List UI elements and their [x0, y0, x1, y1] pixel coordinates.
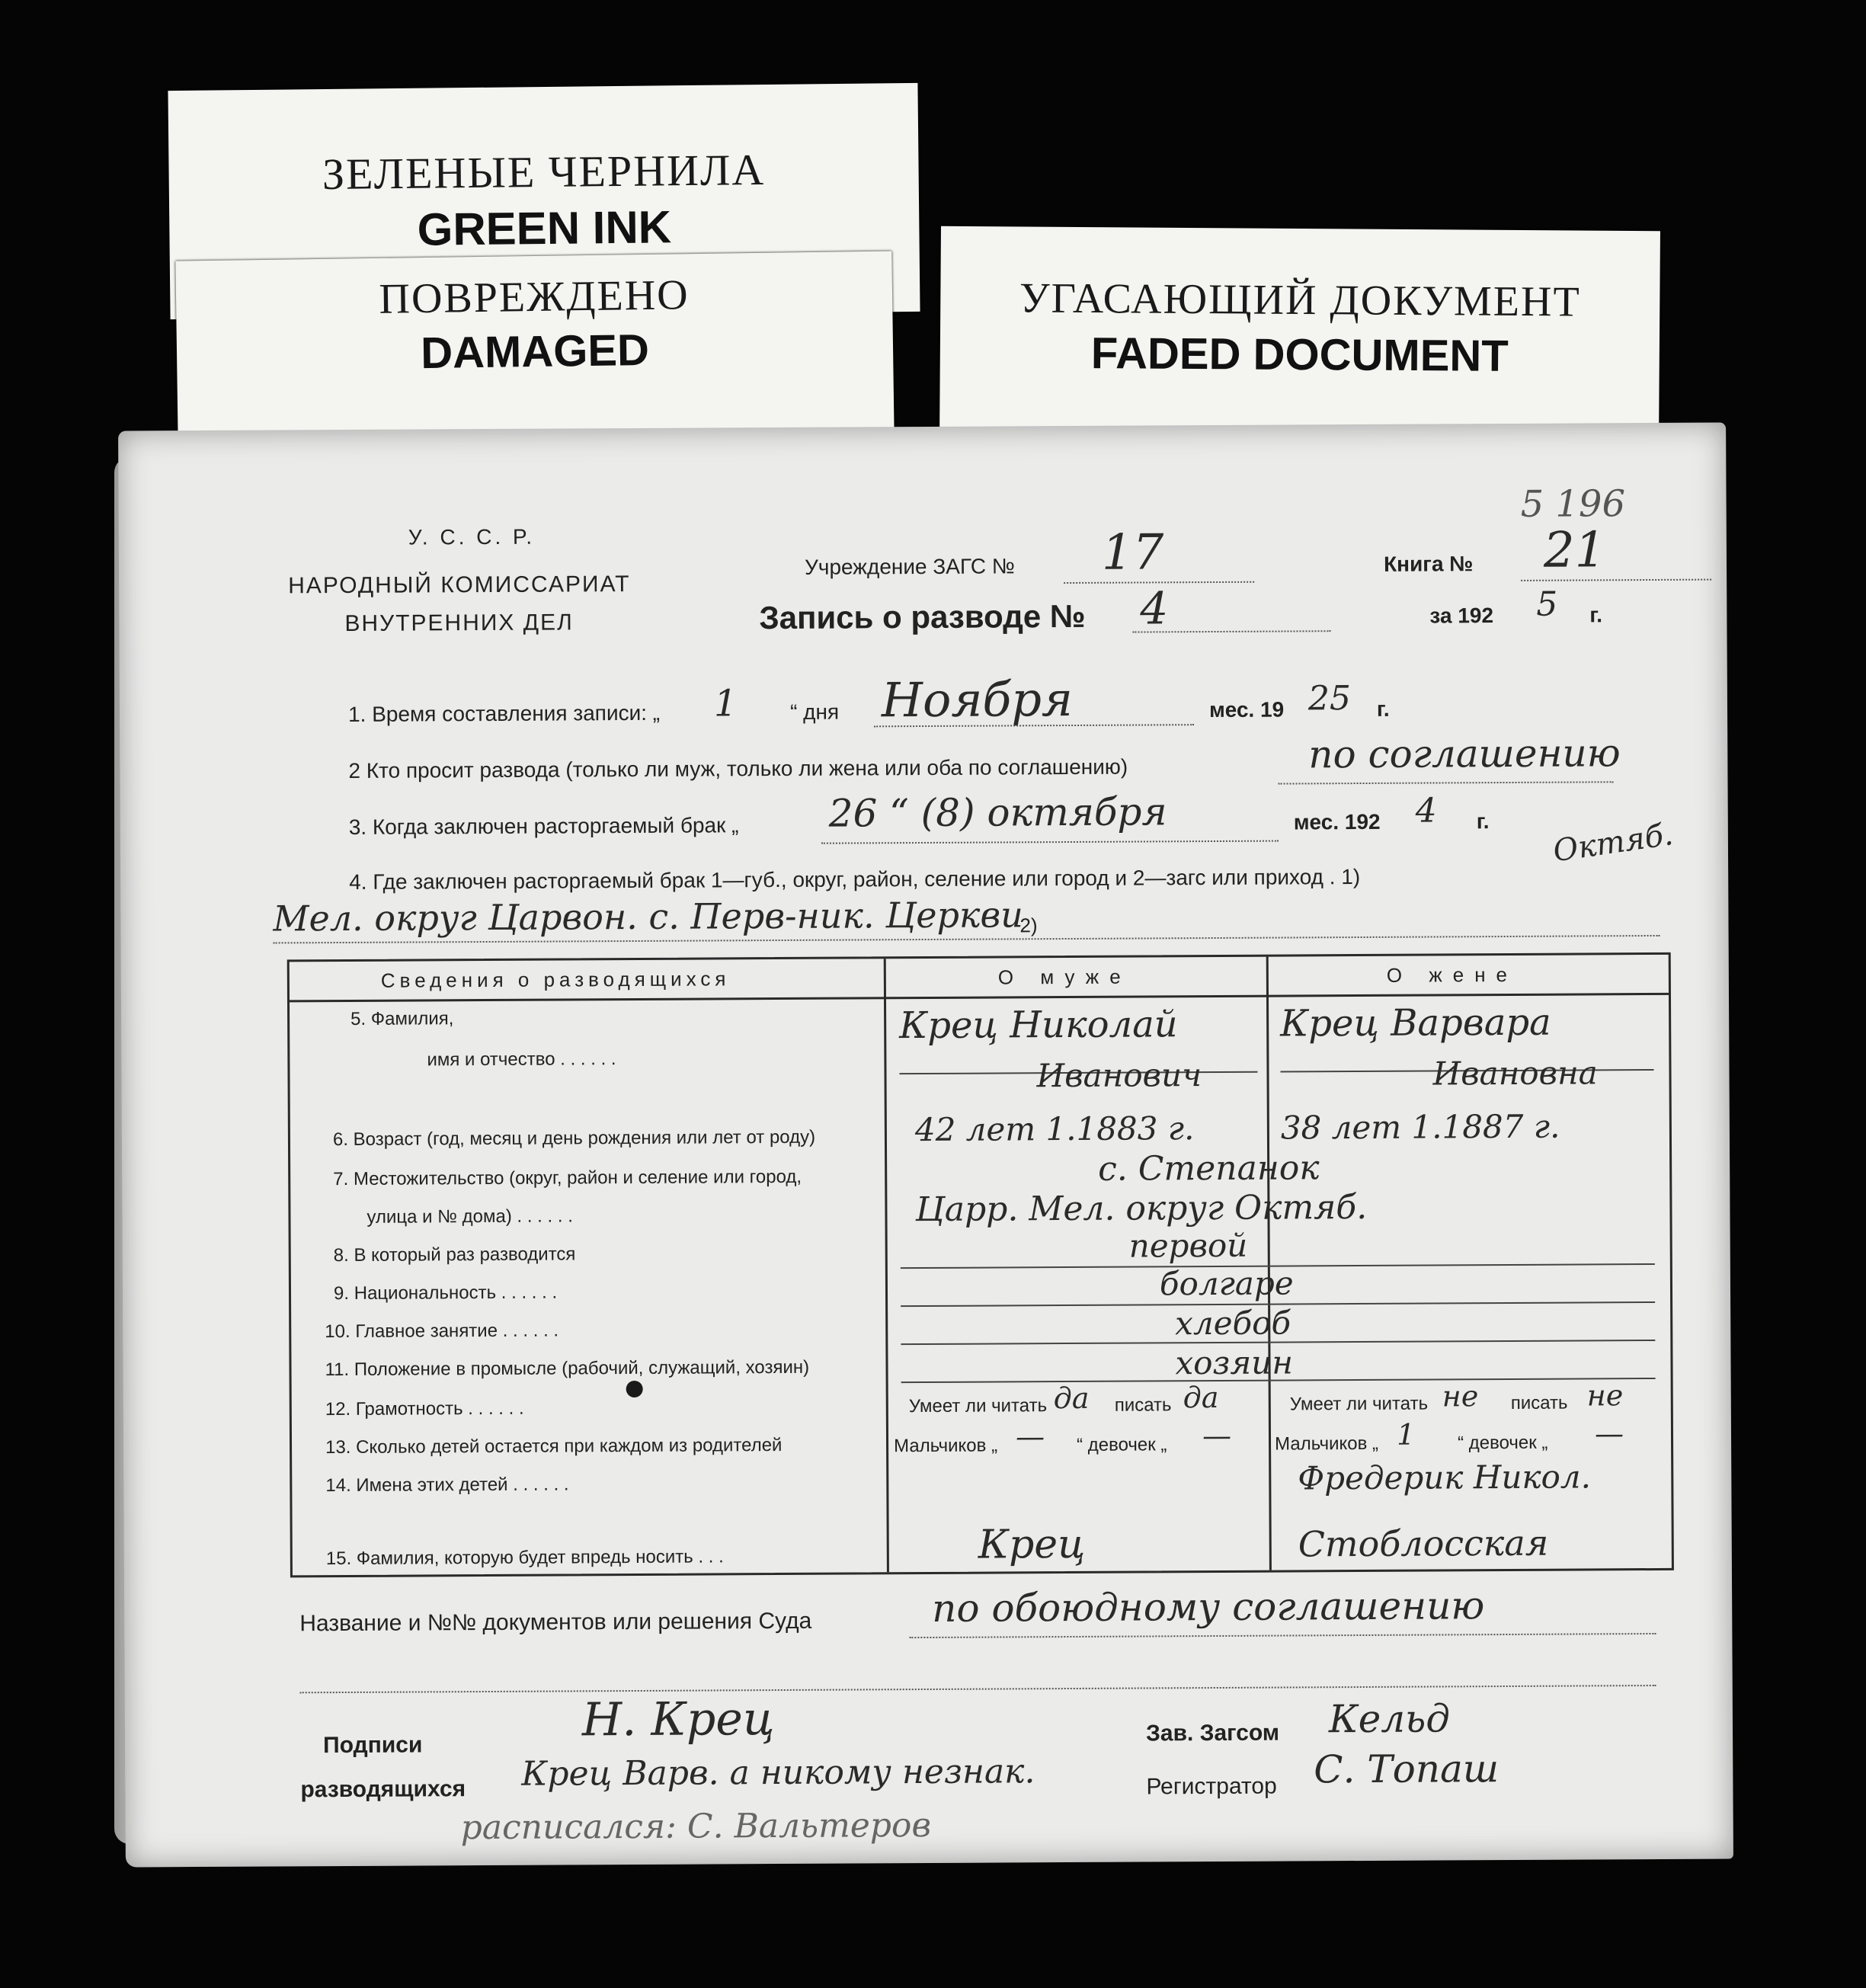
row-9-label: 9. Национальность . . . . . . — [333, 1282, 558, 1305]
faded-document-label-en: FADED DOCUMENT — [1090, 328, 1509, 381]
residence-line-2: Царр. Мел. округ Октяб. — [915, 1187, 1368, 1230]
registrar-signature: С. Топаш — [1314, 1746, 1500, 1792]
field-3-label: 3. Когда заключен расторгаемый брак „ — [348, 813, 739, 839]
field-3-g: г. — [1476, 809, 1490, 834]
row-13-label: 13. Сколько детей остается при каждом из родителей — [325, 1434, 783, 1458]
field-4-two: 2) — [1019, 914, 1038, 937]
year-suffix: г. — [1589, 603, 1603, 627]
field-3-value: 26 “ (8) октября — [828, 789, 1167, 836]
damaged-label — [175, 251, 894, 445]
wife-write: не — [1586, 1378, 1624, 1413]
field-1-mes: мес. 19 — [1208, 697, 1285, 722]
commissariat-line-1: НАРОДНЫЙ КОМИССАРИАТ — [288, 571, 631, 599]
court-line-2 — [300, 1685, 1656, 1693]
record-number-line — [1132, 630, 1330, 632]
wife-future-surname: Стоблосская — [1298, 1522, 1549, 1565]
court-value: по обоюдному соглашению — [932, 1583, 1485, 1631]
husband-name: Крец Николай — [899, 1003, 1178, 1048]
row-10-label: 10. Главное занятие . . . . . . — [325, 1320, 559, 1343]
row-7-label-b: улица и № дома) . . . . . . — [366, 1205, 573, 1228]
wife-boys-label: Мальчиков „ — [1274, 1433, 1379, 1455]
husband-boys: — — [1015, 1420, 1045, 1454]
faded-document-label-ru: УГАСАЮЩИЙ ДОКУМЕНТ — [1019, 274, 1581, 326]
husband-girls: — — [1202, 1418, 1232, 1453]
signature-label-1: Подписи — [323, 1732, 423, 1759]
ussr-heading: У. С. С. Р. — [408, 524, 536, 549]
field-2-label: 2 Кто просит развода (только ли муж, только ли жена или оба по соглашению) — [348, 754, 1128, 783]
row-5-label-a: 5. Фамилия, — [350, 1008, 454, 1029]
children-names: Фредерик Никол. — [1298, 1458, 1592, 1497]
divorce-record-page — [118, 422, 1733, 1867]
wife-name: Крец Варвара — [1280, 1000, 1551, 1045]
row-15-label: 15. Фамилия, которую будет впредь носить . . . — [325, 1546, 724, 1570]
commissariat-line-2: ВНУТРЕННИХ ДЕЛ — [344, 610, 574, 636]
husband-boys-label: Мальчиков „ — [893, 1435, 998, 1457]
field-1-year: 25 — [1307, 679, 1352, 719]
nationality: болгаре — [1159, 1264, 1294, 1303]
court-label: Название и №№ документов или решения Суда — [299, 1608, 812, 1637]
field-1-g: г. — [1376, 696, 1390, 721]
husband-patronymic: Иванович — [1036, 1056, 1202, 1095]
row-7-label-a: 7. Местожительство (округ, район и селение или город, — [333, 1166, 802, 1190]
field-1-day-suffix: “ дня — [789, 699, 840, 724]
court-line — [909, 1633, 1656, 1638]
wife-girls-label: “ девочек „ — [1457, 1432, 1548, 1454]
year-digit: 5 — [1536, 584, 1558, 624]
row-8-label: 8. В который раз разводится — [333, 1244, 576, 1266]
wife-girls: — — [1594, 1417, 1624, 1451]
position: хозяин — [1175, 1343, 1294, 1382]
zags-label: Учреждение ЗАГС № — [804, 554, 1015, 579]
residence-line-1: с. Степанок — [1098, 1148, 1320, 1189]
record-number: 4 — [1140, 582, 1169, 635]
row-5-label-b: имя и отчество . . . . . . — [427, 1048, 616, 1071]
occupation: хлебоб — [1175, 1304, 1291, 1343]
record-title: Запись о разводе № — [759, 597, 1086, 636]
wife-write-label: писать — [1510, 1392, 1568, 1413]
field-3-year: 4 — [1415, 791, 1437, 831]
faded-document-label — [939, 226, 1660, 447]
row-12-label: 12. Грамотность . . . . . . — [325, 1397, 524, 1420]
damaged-label-en: DAMAGED — [420, 325, 650, 379]
husband-read: да — [1053, 1381, 1090, 1416]
head-signature: Кельд — [1328, 1696, 1451, 1742]
green-ink-label-ru: ЗЕЛЕНЫЕ ЧЕРНИЛА — [322, 144, 766, 200]
wife-read: не — [1442, 1379, 1479, 1413]
field-1-day: 1 — [713, 682, 738, 725]
col-header-husband: О муже — [997, 965, 1131, 989]
field-4-value-2: Мел. округ Царвон. с. Перв-ник. Церкви — [273, 894, 1023, 940]
field-4-label: 4. Где заключен расторгаемый брак 1—губ., округ, район, селение или город и 2—загс или приход . 1) — [349, 865, 1361, 894]
field-1-label: 1. Время составления записи: „ — [347, 700, 661, 726]
registrar-label: Регистратор — [1146, 1773, 1277, 1800]
col-header-info: Сведения о разводящихся — [380, 967, 731, 992]
wife-read-label: Умеет ли читать — [1289, 1393, 1429, 1415]
field-3-mes: мес. 192 — [1293, 809, 1381, 834]
field-1-month: Ноября — [881, 671, 1074, 728]
book-label: Книга № — [1383, 552, 1474, 576]
row-14-label: 14. Имена этих детей . . . . . . — [325, 1474, 569, 1497]
row-11-label: 11. Положение в промысле (рабочий, служащий, хозяин) — [325, 1356, 810, 1381]
husband-write-label: писать — [1114, 1394, 1172, 1416]
head-label: Зав. Загсом — [1145, 1720, 1280, 1746]
row-6-label: 6. Возраст (год, месяц и день рождения или лет от роду) — [332, 1126, 816, 1151]
wife-boys: 1 — [1396, 1417, 1416, 1452]
year-label: за 192 — [1429, 603, 1494, 628]
signature-witness: расписался: С. Вальтеров — [460, 1805, 932, 1848]
damaged-label-ru: ПОВРЕЖДЕНО — [379, 271, 690, 323]
signature-wife: Крец Варв. а никому незнак. — [521, 1752, 1035, 1794]
green-ink-label-en: GREEN INK — [417, 201, 672, 255]
husband-future-surname: Крец — [978, 1521, 1086, 1568]
field-3-line — [821, 840, 1279, 844]
person-details-table — [287, 952, 1674, 1577]
book-number: 21 — [1543, 522, 1606, 579]
husband-write: да — [1183, 1380, 1219, 1415]
table-divider-2 — [1266, 957, 1272, 1570]
wife-age: 38 лет 1.1887 г. — [1280, 1107, 1560, 1147]
husband-read-label: Умеет ли читать — [908, 1395, 1048, 1417]
ink-blot — [626, 1381, 643, 1397]
husband-girls-label: “ девочек „ — [1076, 1434, 1167, 1455]
zags-number: 17 — [1101, 524, 1164, 581]
signature-label-2: разводящихся — [300, 1776, 466, 1803]
book-number-line — [1521, 579, 1711, 581]
divorce-count: первой — [1128, 1226, 1248, 1265]
field-2-line — [1279, 781, 1614, 784]
field-4-value-1: Октяб. — [1551, 817, 1676, 869]
archive-number: 5 196 — [1520, 482, 1626, 526]
signature-husband: Н. Крец — [581, 1692, 775, 1747]
table-divider-1 — [884, 959, 889, 1572]
col-header-wife: О жене — [1386, 962, 1519, 987]
field-2-value: по соглашению — [1308, 731, 1621, 777]
husband-age: 42 лет 1.1883 г. — [914, 1109, 1195, 1149]
wife-patronymic: Ивановна — [1432, 1054, 1598, 1093]
